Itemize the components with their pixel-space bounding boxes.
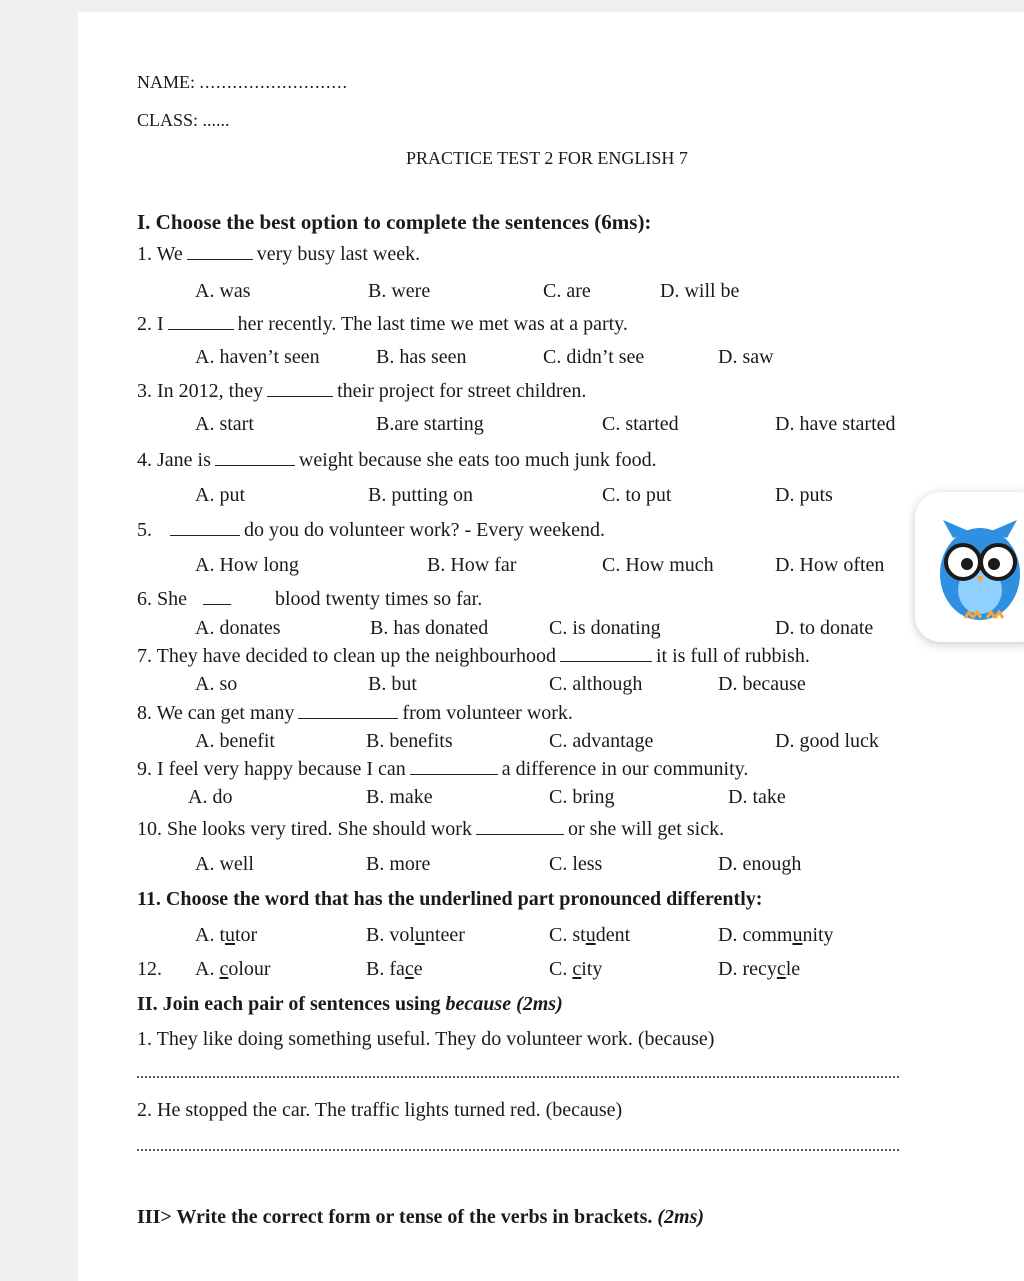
- answer-dotted-line-1: [137, 1076, 899, 1078]
- question-5: 5. do you do volunteer work? - Every weekend.: [137, 519, 605, 541]
- test-title: PRACTICE TEST 2 FOR ENGLISH 7: [406, 148, 688, 168]
- q12-option-b: B. face: [366, 958, 423, 980]
- q12-option-c: C. city: [549, 958, 603, 980]
- q1-option-c: C. are: [543, 280, 591, 302]
- question-8: 8. We can get many from volunteer work.: [137, 702, 573, 724]
- question-11: 11. Choose the word that has the underlined part pronounced differently:: [137, 888, 763, 910]
- q9-option-d: D. take: [728, 786, 786, 808]
- q7-option-b: B. but: [368, 673, 417, 695]
- class-label: CLASS:: [137, 110, 199, 130]
- q4-option-b: B. putting on: [368, 484, 474, 506]
- answer-dotted-line-2: [137, 1149, 899, 1151]
- answer-blank: [215, 451, 295, 466]
- q11-option-d: D. community: [718, 924, 834, 946]
- q10-option-a: A. well: [195, 853, 254, 875]
- q12-option-a: A. colour: [195, 958, 271, 980]
- q10-option-b: B. more: [366, 853, 431, 875]
- q11-option-a: A. tutor: [195, 924, 258, 946]
- question-9: 9. I feel very happy because I can a difference in our community.: [137, 758, 749, 780]
- q3-option-d: D. have started: [775, 413, 896, 435]
- q6-option-b: B. has donated: [370, 617, 489, 639]
- q5-option-b: B. How far: [427, 554, 517, 576]
- answer-blank: [203, 590, 231, 605]
- q6-option-a: A. donates: [195, 617, 281, 639]
- q9-option-b: B. make: [366, 786, 433, 808]
- q2-option-a: A. haven’t seen: [195, 346, 320, 368]
- q3-option-a: A. start: [195, 413, 254, 435]
- q11-option-b: B. volunteer: [366, 924, 465, 946]
- q4-option-c: C. to put: [602, 484, 672, 506]
- section-1-title: I. Choose the best option to complete the sentences (6ms):: [137, 210, 652, 234]
- q5-option-d: D. How often: [775, 554, 885, 576]
- q3-option-c: C. started: [602, 413, 679, 435]
- name-line: [137, 73, 348, 91]
- join-sentence-2: 2. He stopped the car. The traffic lights turned red. (because): [137, 1099, 623, 1121]
- answer-blank: [187, 245, 253, 260]
- q12-option-d: D. recycle: [718, 958, 801, 980]
- class-line: [137, 111, 230, 129]
- q5-option-c: C. How much: [602, 554, 714, 576]
- q4-option-d: D. puts: [775, 484, 833, 506]
- answer-blank: [410, 760, 498, 775]
- owl-icon: [915, 492, 1024, 642]
- answer-blank: [170, 521, 240, 536]
- owl-app-icon[interactable]: [915, 492, 1024, 642]
- class-dots: ......: [202, 110, 230, 130]
- section-2-title: II. Join each pair of sentences using because (2ms): [137, 993, 563, 1015]
- q2-option-b: B. has seen: [376, 346, 467, 368]
- name-dots: ...........................: [199, 72, 348, 92]
- question-6: 6. She blood twenty times so far.: [137, 588, 483, 610]
- q1-option-b: B. were: [368, 280, 431, 302]
- q8-option-c: C. advantage: [549, 730, 654, 752]
- q2-option-c: C. didn’t see: [543, 346, 645, 368]
- q3-option-b: B.are starting: [376, 413, 484, 435]
- q11-option-c: C. student: [549, 924, 631, 946]
- answer-blank: [168, 315, 234, 330]
- q8-option-b: B. benefits: [366, 730, 453, 752]
- question-10: 10. She looks very tired. She should work or she will get sick.: [137, 818, 725, 840]
- question-12-number: 12.: [137, 958, 162, 980]
- q1-option-a: A. was: [195, 280, 251, 302]
- q8-option-d: D. good luck: [775, 730, 879, 752]
- q10-option-c: C. less: [549, 853, 603, 875]
- q6-option-c: C. is donating: [549, 617, 661, 639]
- q9-option-a: A. do: [188, 786, 233, 808]
- q6-option-d: D. to donate: [775, 617, 874, 639]
- q2-option-d: D. saw: [718, 346, 774, 368]
- join-sentence-1: 1. They like doing something useful. They do volunteer work. (because): [137, 1028, 715, 1050]
- q1-option-d: D. will be: [660, 280, 740, 302]
- q7-option-a: A. so: [195, 673, 238, 695]
- section-3-title: III> Write the correct form or tense of the verbs in brackets. (2ms): [137, 1206, 705, 1228]
- answer-blank: [476, 820, 564, 835]
- question-2: 2. I her recently. The last time we met was at a party.: [137, 313, 628, 335]
- q10-option-d: D. enough: [718, 853, 802, 875]
- name-label: NAME:: [137, 72, 195, 92]
- q5-option-a: A. How long: [195, 554, 299, 576]
- q7-option-d: D. because: [718, 673, 806, 695]
- answer-blank: [267, 382, 333, 397]
- question-1: 1. We very busy last week.: [137, 243, 421, 265]
- q8-option-a: A. benefit: [195, 730, 275, 752]
- q7-option-c: C. although: [549, 673, 643, 695]
- answer-blank: [298, 704, 398, 719]
- q9-option-c: C. bring: [549, 786, 615, 808]
- answer-blank: [560, 647, 652, 662]
- question-3: 3. In 2012, they their project for street children.: [137, 380, 587, 402]
- q4-option-a: A. put: [195, 484, 245, 506]
- question-7: 7. They have decided to clean up the neighbourhood it is full of rubbish.: [137, 645, 810, 667]
- question-4: 4. Jane is weight because she eats too much junk food.: [137, 449, 657, 471]
